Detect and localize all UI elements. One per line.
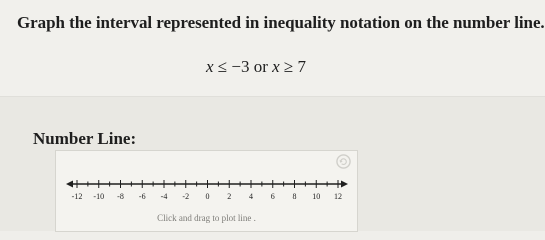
tick-label: -8 (117, 192, 124, 201)
tick-label: 10 (312, 192, 321, 201)
tick-label: -10 (93, 192, 105, 201)
tick-label: 4 (249, 192, 253, 201)
tick-label: 0 (205, 192, 210, 201)
tick-label: 8 (292, 192, 297, 201)
number-line-label: Number Line: (33, 129, 137, 148)
question-text: Graph the interval represented in inequality notation on the number line. (17, 13, 545, 32)
answer-section (0, 97, 545, 231)
right-arrow-icon (341, 181, 348, 188)
tick-label: -6 (138, 192, 146, 201)
tick-label: 6 (270, 192, 275, 201)
plot-instruction: Click and drag to plot line . (157, 213, 256, 223)
connector: or (253, 57, 268, 76)
tick-label: -4 (160, 192, 168, 201)
left-arrow-icon (66, 181, 73, 188)
tick-label: -12 (71, 192, 83, 201)
left-operator: ≤ (217, 57, 228, 76)
tick-label: 2 (227, 192, 232, 201)
left-variable: x (205, 57, 214, 76)
tick-label: -2 (182, 192, 190, 201)
question-card (0, 0, 545, 96)
right-value: 7 (297, 57, 307, 76)
right-operator: ≥ (283, 57, 294, 76)
number-line-widget[interactable] (55, 150, 358, 232)
inequality-expression (0, 57, 512, 77)
tick-label: 12 (334, 192, 342, 201)
left-value: −3 (231, 57, 250, 76)
right-variable: x (272, 57, 280, 76)
